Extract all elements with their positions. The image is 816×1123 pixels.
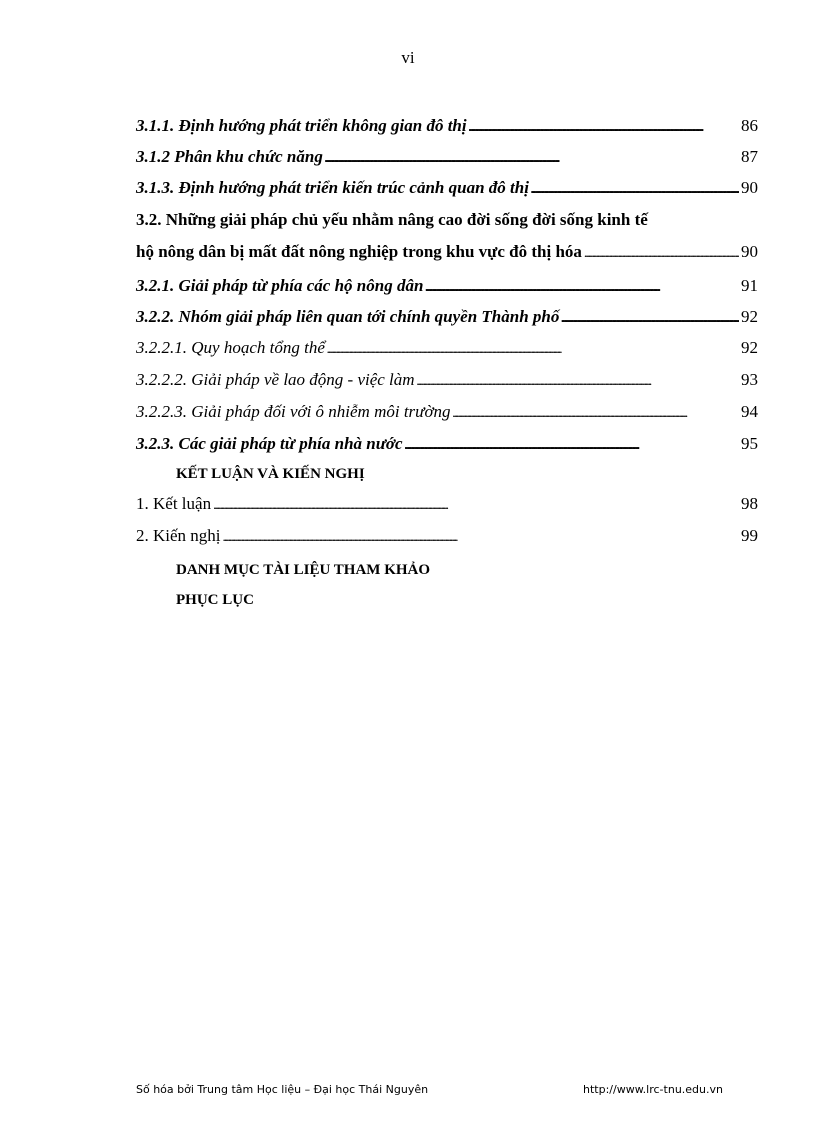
toc-entry-page: 94 — [741, 402, 758, 421]
toc-entry-line2 — [136, 242, 758, 263]
dot-leader — [531, 178, 739, 199]
dot-leader — [325, 147, 739, 168]
footer-url[interactable]: http://www.lrc-tnu.edu.vn — [583, 1083, 723, 1096]
page-number: vi — [401, 48, 415, 67]
dot-leader — [327, 338, 739, 359]
toc-entry-label: 3.2.2.1. Quy hoạch tổng thể — [136, 338, 325, 357]
toc-entry-page: 90 — [741, 178, 758, 197]
toc-entry-page: 98 — [741, 494, 758, 513]
toc-entry[interactable] — [136, 276, 758, 297]
toc-entry-label: 3.2.2. Nhóm giải pháp liên quan tới chính quyền Thành phố — [136, 307, 560, 326]
toc-entry-label: 3.2.2.3. Giải pháp đối với ô nhiễm môi trường — [136, 402, 451, 421]
toc-entry[interactable] — [136, 370, 758, 391]
dot-leader — [213, 494, 739, 515]
dot-leader — [223, 526, 739, 547]
dot-leader — [561, 307, 739, 328]
toc-entry-label: 3.1.3. Định hướng phát triển kiến trúc cảnh quan đô thị — [136, 178, 529, 197]
toc-entry[interactable] — [136, 338, 758, 359]
toc-entry-page: 90 — [741, 242, 758, 261]
toc-entry-page: 91 — [741, 276, 758, 295]
dot-leader — [584, 242, 739, 263]
toc-entry[interactable] — [136, 494, 758, 515]
toc-entry[interactable] — [136, 526, 758, 547]
section-heading-conclusion: KẾT LUẬN VÀ KIẾN NGHỊ — [176, 466, 365, 482]
toc-entry-label: 1. Kết luận — [136, 494, 212, 513]
toc-entry-label: 2. Kiến nghị — [136, 526, 221, 545]
toc-entry-page: 92 — [741, 338, 758, 357]
toc-entry-label: 3.1.1. Định hướng phát triển không gian đô thị — [136, 116, 467, 135]
toc-entry-page: 92 — [741, 307, 758, 326]
toc-entry-page: 95 — [741, 434, 758, 453]
footer-credit: Số hóa bởi Trung tâm Học liệu – Đại học Thái Nguyên — [136, 1083, 429, 1096]
toc-entry-label: 3.1.2 Phân khu chức năng — [136, 147, 323, 166]
toc-entry-page: 93 — [741, 370, 758, 389]
toc-entry-page: 86 — [741, 116, 758, 135]
toc-entry-label: 3.2.1. Giải pháp từ phía các hộ nông dân — [136, 276, 424, 295]
toc-entry[interactable] — [136, 434, 758, 455]
toc-entry-label-line2: hộ nông dân bị mất đất nông nghiệp trong khu vực đô thị hóa — [136, 242, 582, 261]
toc-entry-label: 3.2.2.2. Giải pháp về lao động - việc làm — [136, 370, 415, 389]
toc-entry-page: 99 — [741, 526, 758, 545]
dot-leader — [453, 402, 739, 423]
section-heading-appendix: PHỤC LỤC — [176, 592, 254, 608]
toc-entry-label-line1: 3.2. Những giải pháp chủ yếu nhằm nâng cao đời sống đời sống kinh tế — [136, 210, 648, 229]
toc-entry[interactable] — [136, 402, 758, 423]
toc-entry[interactable] — [136, 178, 758, 199]
toc-entry[interactable] — [136, 116, 758, 137]
section-heading-references: DANH MỤC TÀI LIỆU THAM KHẢO — [176, 562, 431, 578]
dot-leader — [405, 434, 739, 455]
dot-leader — [469, 116, 739, 137]
toc-entry-label: 3.2.3. Các giải pháp từ phía nhà nước — [136, 434, 403, 453]
toc-entry-page: 87 — [741, 147, 758, 166]
dot-leader — [425, 276, 739, 297]
toc-entry-multiline[interactable] — [136, 210, 758, 261]
toc-entry[interactable] — [136, 307, 758, 328]
toc-entry[interactable] — [136, 147, 758, 168]
dot-leader — [417, 370, 739, 391]
